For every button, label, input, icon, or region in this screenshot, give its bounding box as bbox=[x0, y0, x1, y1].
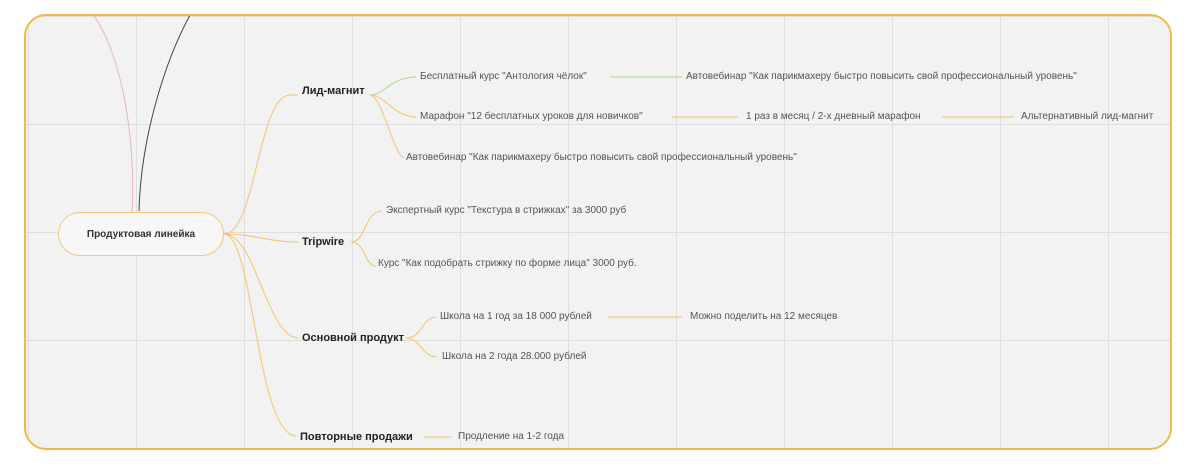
link-lead-item3 bbox=[370, 95, 404, 158]
link-core-item2 bbox=[406, 338, 436, 357]
mindmap-canvas bbox=[26, 16, 1172, 450]
link-lead-item2 bbox=[370, 95, 416, 117]
mindmap-frame bbox=[24, 14, 1172, 450]
lead-item-2-next-2[interactable]: Альтернативный лид-магнит bbox=[1021, 111, 1154, 122]
link-tripwire-item2 bbox=[351, 242, 376, 266]
lead-item-2-next[interactable]: 1 раз в месяц / 2-х дневный марафон bbox=[746, 111, 921, 122]
branch-lead-magnet[interactable]: Лид-магнит bbox=[302, 85, 365, 97]
lead-item-1[interactable]: Бесплатный курс "Антология чёлок" bbox=[420, 71, 587, 82]
branch-repeat-sales[interactable]: Повторные продажи bbox=[300, 431, 413, 443]
tripwire-item-1[interactable]: Экспертный курс "Текстура в стрижках" за 3000 руб bbox=[386, 205, 627, 216]
root-label: Продуктовая линейка bbox=[86, 228, 196, 240]
link-lead-item1 bbox=[370, 77, 416, 95]
link-root-repeat bbox=[224, 234, 296, 436]
repeat-item-1[interactable]: Продление на 1-2 года bbox=[458, 431, 565, 442]
link-core-item1 bbox=[406, 317, 436, 338]
core-item-1-next[interactable]: Можно поделить на 12 месяцев bbox=[690, 311, 838, 322]
pink-curve bbox=[88, 16, 133, 214]
root-node[interactable] bbox=[58, 212, 224, 256]
core-item-2[interactable]: Школа на 2 года 28.000 рублей bbox=[442, 351, 587, 362]
branch-tripwire[interactable]: Tripwire bbox=[302, 236, 345, 248]
link-tripwire-item1 bbox=[351, 211, 382, 242]
lead-item-3[interactable]: Автовебинар "Как парикмахеру быстро повысить свой профессиональный уровень" bbox=[406, 152, 797, 163]
core-item-1[interactable]: Школа на 1 год за 18 000 рублей bbox=[440, 311, 592, 322]
dark-curve bbox=[139, 16, 194, 211]
tripwire-item-2[interactable]: Курс "Как подобрать стрижку по форме лица" 3000 руб. bbox=[378, 258, 637, 269]
lead-item-2[interactable]: Марафон "12 бесплатных уроков для новичков" bbox=[420, 111, 643, 122]
branch-core-product[interactable]: Основной продукт bbox=[302, 332, 405, 344]
link-root-lead bbox=[224, 95, 298, 234]
lead-item-1-next[interactable]: Автовебинар "Как парикмахеру быстро повысить свой профессиональный уровень" bbox=[686, 71, 1077, 82]
link-root-core bbox=[224, 234, 298, 338]
